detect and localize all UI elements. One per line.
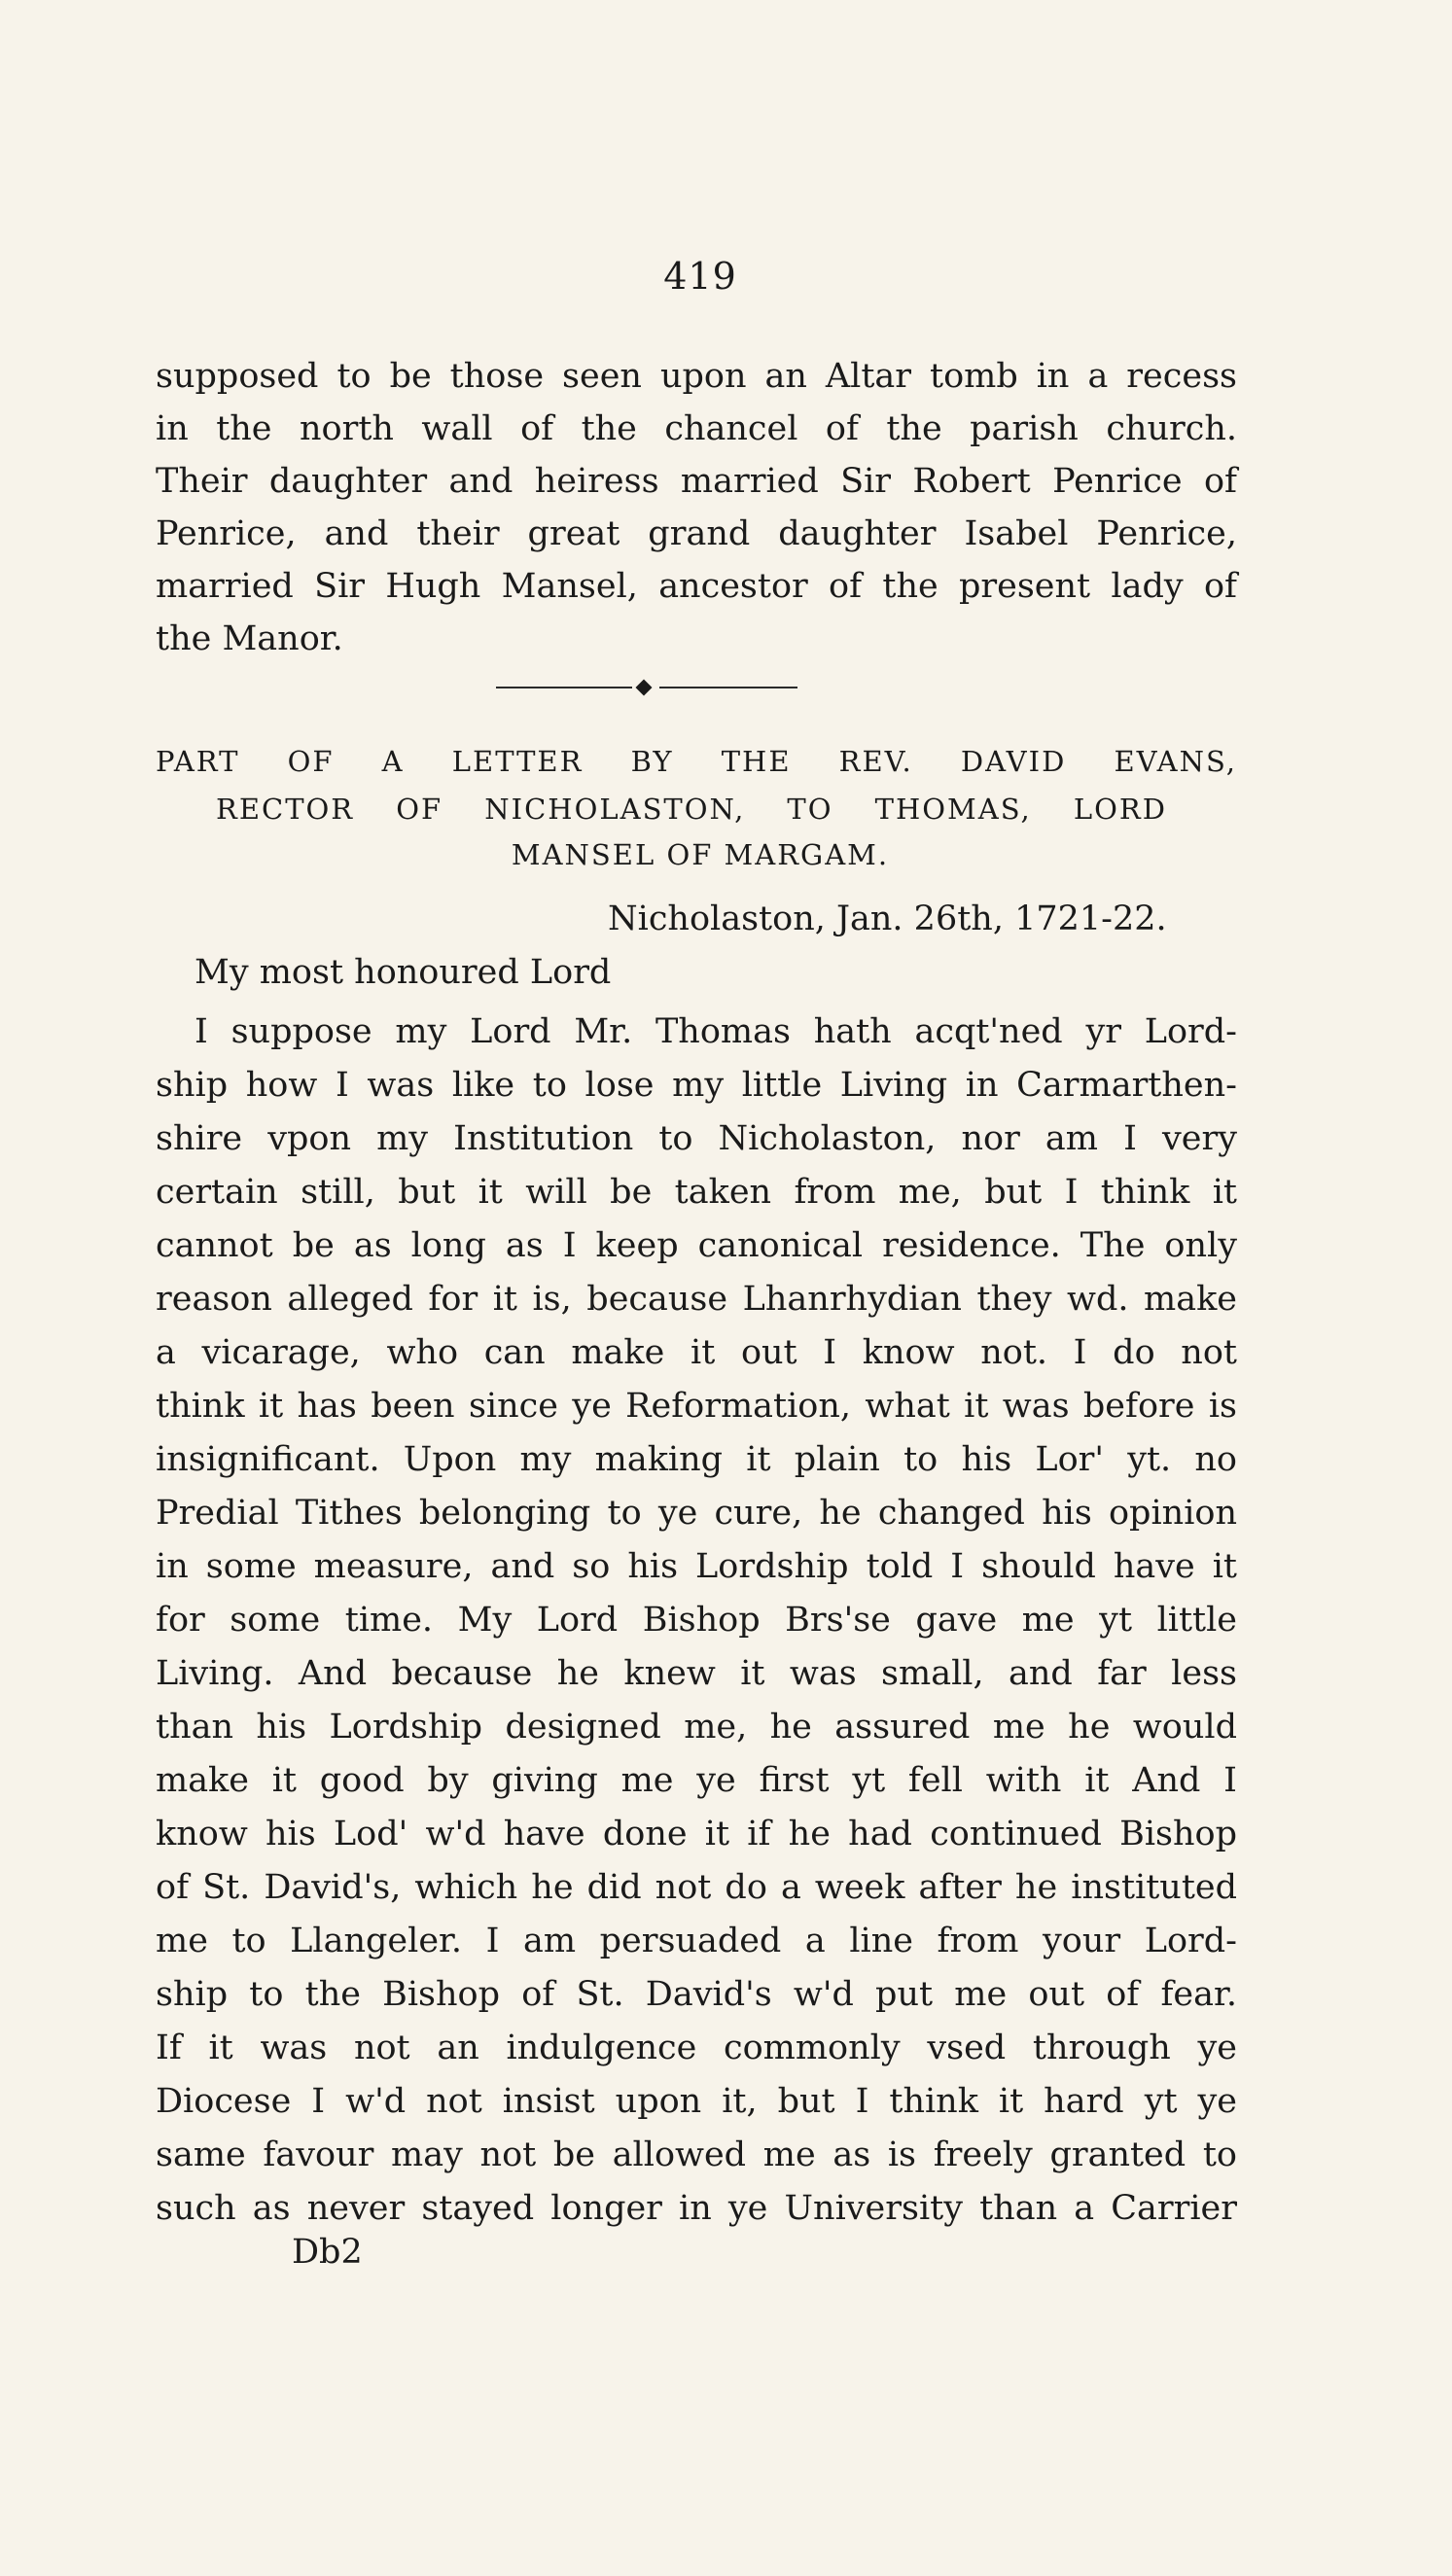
intro-line: married Sir Hugh Mansel, ancestor of the present lady of — [156, 567, 1237, 606]
intro-line: supposed to be those seen upon an Altar tomb in a recess — [156, 357, 1237, 396]
letter-line: Diocese I w'd not insist upon it, but I think it hard yt ye — [156, 2082, 1237, 2121]
section-divider-ornament — [496, 681, 797, 694]
letter-line: know his Lod' w'd have done it if he had continued Bishop — [156, 1815, 1237, 1853]
letter-line: think it has been since ye Reformation, what it was before is — [156, 1387, 1237, 1426]
letter-line: for some time. My Lord Bishop Brs'se gave me yt little — [156, 1601, 1237, 1640]
section-heading-line-3: MANSEL OF MARGAM. — [511, 838, 890, 871]
intro-line: Penrice, and their great grand daughter Isabel Penrice, — [156, 514, 1237, 553]
letter-line: me to Llangeler. I am persuaded a line from your Lord- — [156, 1922, 1237, 1960]
letter-line: a vicarage, who can make it out I know not. I do not — [156, 1333, 1237, 1372]
letter-line: ship how I was like to lose my little Living in Carmarthen- — [156, 1066, 1237, 1105]
letter-line: Predial Tithes belonging to ye cure, he changed his opinion — [156, 1494, 1237, 1533]
letter-line: of St. David's, which he did not do a week after he instituted — [156, 1868, 1237, 1907]
signature-mark: Db2 — [292, 2233, 363, 2272]
letter-dateline: Nicholaston, Jan. 26th, 1721-22. — [608, 900, 1167, 938]
letter-line: such as never stayed longer in ye University than a Carrier — [156, 2189, 1237, 2228]
intro-line: in the north wall of the chancel of the parish church. — [156, 409, 1237, 448]
intro-line: the Manor. — [156, 619, 343, 658]
letter-line: certain still, but it will be taken from me, but I think it — [156, 1173, 1237, 1212]
section-heading-line-1: PART OF A LETTER BY THE REV. DAVID EVANS, — [156, 745, 1237, 778]
letter-line: in some measure, and so his Lordship told I should have it — [156, 1547, 1237, 1586]
letter-line: Living. And because he knew it was small, and far less — [156, 1654, 1237, 1693]
letter-line: reason alleged for it is, because Lhanrhydian they wd. make — [156, 1280, 1237, 1319]
page-number: 419 — [663, 255, 737, 298]
letter-line: ship to the Bishop of St. David's w'd put me out of fear. — [156, 1975, 1237, 2014]
letter-salutation: My most honoured Lord — [195, 953, 612, 992]
intro-line: Their daughter and heiress married Sir Robert Penrice of — [156, 462, 1237, 501]
letter-line: make it good by giving me ye first yt fell with it And I — [156, 1761, 1237, 1800]
letter-line: same favour may not be allowed me as is freely granted to — [156, 2135, 1237, 2174]
letter-line: insignificant. Upon my making it plain to his Lor' yt. no — [156, 1440, 1237, 1479]
section-heading-line-2: RECTOR OF NICHOLASTON, TO THOMAS, LORD — [216, 793, 1167, 826]
letter-line: If it was not an indulgence commonly vsed through ye — [156, 2029, 1237, 2067]
letter-line: cannot be as long as I keep canonical residence. The only — [156, 1226, 1237, 1265]
letter-line: than his Lordship designed me, he assured me he would — [156, 1708, 1237, 1747]
letter-line: I suppose my Lord Mr. Thomas hath acqt'ned yr Lord- — [195, 1012, 1237, 1051]
letter-line: shire vpon my Institution to Nicholaston, nor am I very — [156, 1119, 1237, 1158]
